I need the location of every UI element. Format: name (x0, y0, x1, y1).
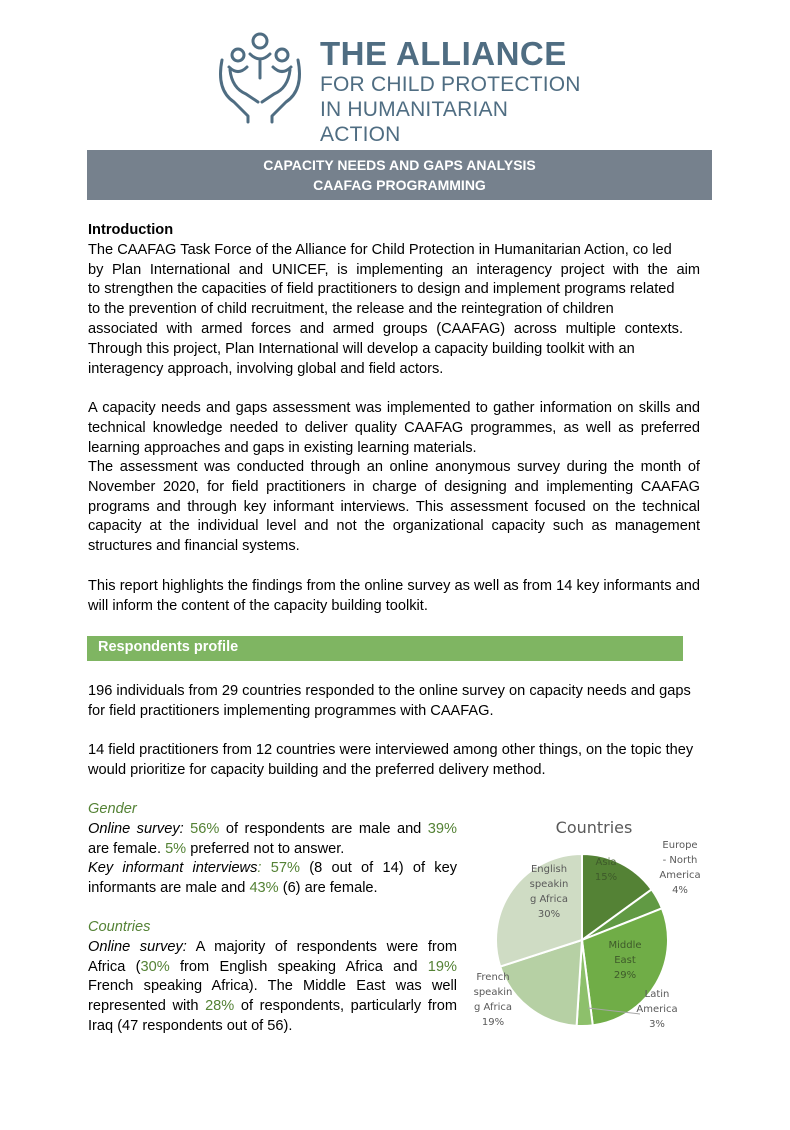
hands-children-icon (214, 30, 306, 124)
female-percentage: 39% (427, 820, 457, 837)
intro-line-2: by Plan International and UNICEF, is implementing an interagency project with the aim (88, 261, 700, 278)
kii-female-percentage: 43% (249, 880, 279, 897)
countries-pie-chart (460, 810, 720, 1050)
countries-section (88, 918, 457, 1037)
countries-online-label: Online survey: (88, 938, 187, 955)
logo-subtitle-1: FOR CHILD PROTECTION (320, 73, 581, 96)
respondents-paragraph-2: 14 field practitioners from 12 countries were interviewed among other things, on the topic they would prioritize for capacity building and the preferred delivery method. (88, 742, 694, 778)
pie-label-english-speaking-africa: English speakin g Africa 30% (529, 864, 569, 920)
male-percentage: 56% (190, 820, 220, 837)
gender-kii-label: Key informant interviews (88, 860, 258, 877)
text-run: : (257, 860, 262, 877)
intro-line-3: to strengthen the capacities of field practitioners to design and implement programs related (88, 281, 675, 298)
text-run: A majority of respondents were from Africa ( (88, 938, 458, 975)
chart-title: Countries (555, 818, 633, 837)
text-run: French speaking Africa). The Middle East was well represented with (88, 978, 457, 1015)
pie-chart-svg (460, 810, 720, 1050)
text-run: (8 out of 14) of key informants are male and (88, 860, 457, 897)
kii-male-percentage: 57% (270, 860, 300, 877)
english-africa-percentage: 30% (140, 958, 170, 975)
middle-east-percentage: 28% (205, 998, 235, 1015)
pie-label-latin-america: Latin America 3% (636, 989, 678, 1030)
pie-label-french-speaking-africa: French speakin g Africa 19% (473, 972, 513, 1028)
gender-online-label: Online survey: (88, 820, 184, 837)
document-title-band (87, 150, 712, 200)
countries-paragraph (88, 938, 457, 1037)
text-run: of respondents, particularly from Iraq (47 respondents out of 56). (88, 998, 458, 1034)
intro-line-4: to the prevention of child recruitment, the release and the reintegration of children (88, 301, 614, 318)
document-subtitle: CAAFAG PROGRAMMING (313, 177, 486, 193)
no-answer-percentage: 5% (165, 840, 187, 857)
text-run (261, 860, 270, 876)
gender-section (88, 800, 457, 899)
respondents-paragraph-1: 196 individuals from 29 countries responded to the online survey on capacity needs and gaps for field practitioners implementing programmes with CAAFAG. (88, 683, 691, 719)
intro-line-6: Through this project, Plan International will develop a capacity building toolkit with an (88, 340, 635, 357)
respondents-profile-heading: Respondents profile (87, 636, 683, 661)
assessment-paragraph-2: The assessment was conducted through an online anonymous survey during the month of November 2020, for field practitioners in charge of designing and implementing CAAFAG programs and through key informant interviews. This assessment focused on the technical capacity at the individual level and not the organizational capacity such as management structures and financial systems. (88, 459, 700, 555)
intro-line-5: associated with armed forces and armed groups (CAAFAG) across multiple contexts. (88, 320, 683, 337)
text-run: preferred not to answer. (186, 840, 345, 857)
french-africa-percentage: 19% (427, 958, 457, 975)
text-run: from English speaking Africa and (169, 958, 428, 975)
document-title: CAPACITY NEEDS AND GAPS ANALYSIS (263, 157, 536, 173)
assessment-paragraph-1: A capacity needs and gaps assessment was implemented to gather information on skills and technical knowledge needed to deliver quality CAAFAG programmes, as well as preferred learning approaches and gaps in existing learning materials. (88, 400, 700, 456)
introduction-heading: Introduction (88, 222, 174, 238)
text-run: of respondents are male and (219, 820, 428, 837)
pie-label-asia: Asia 15% (594, 857, 618, 883)
countries-heading: Countries (88, 919, 151, 935)
alliance-logo (214, 30, 584, 146)
text-run: (6) are female. (278, 880, 378, 897)
gender-paragraph (88, 820, 457, 899)
introduction-section (88, 221, 700, 379)
logo-subtitle-2: IN HUMANITARIAN ACTION (320, 98, 509, 146)
gender-heading: Gender (88, 801, 137, 817)
intro-line-1: The CAAFAG Task Force of the Alliance for Child Protection in Humanitarian Action, co led (88, 241, 672, 258)
text-run: are female. (88, 840, 166, 857)
report-paragraph: This report highlights the findings from the online survey as well as from 14 key informants and will inform the content of the capacity building toolkit. (88, 578, 700, 614)
pie-label-middle-east: Middle East 29% (608, 940, 642, 981)
pie-label-europe-north-america: Europe - North America 4% (659, 840, 701, 896)
logo-title: THE ALLIANCE (320, 35, 567, 72)
intro-line-7: interagency approach, involving global and field actors. (88, 360, 444, 377)
